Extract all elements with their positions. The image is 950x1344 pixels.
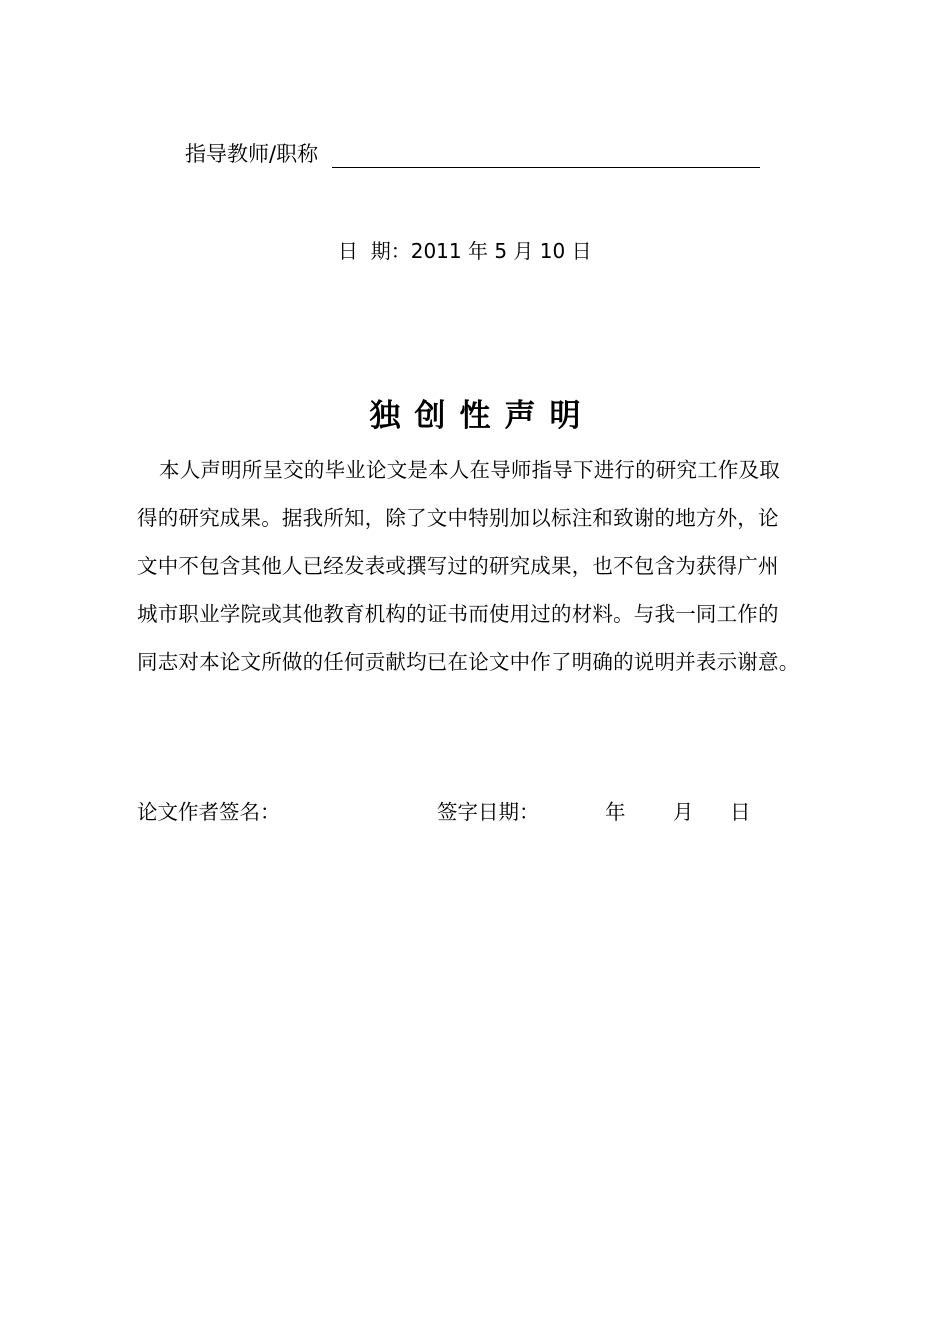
declaration-line: 文中不包含其他人已经发表或撰写过的研究成果，也不包含为获得广州 (137, 554, 779, 578)
year-label: 年 (605, 800, 626, 824)
day-label: 日 (730, 800, 751, 824)
signature-date-label: 签字日期： (437, 800, 540, 824)
declaration-body (137, 446, 847, 686)
declaration-title: 独创性声明 (369, 398, 595, 434)
date-line: 日 期：2011 年 5 月 10 日 (338, 239, 592, 263)
declaration-line: 同志对本论文所做的任何贡献均已在论文中作了明确的说明并表示谢意。 (137, 650, 800, 674)
month-label: 月 (673, 800, 694, 824)
declaration-line: 城市职业学院或其他教育机构的证书而使用过的材料。与我一同工作的 (137, 602, 779, 626)
advisor-label: 指导教师/职称 (185, 142, 319, 166)
author-signature-label: 论文作者签名： (137, 800, 281, 824)
declaration-line: 本人声明所呈交的毕业论文是本人在导师指导下进行的研究工作及取 (159, 458, 780, 482)
declaration-line: 得的研究成果。据我所知，除了文中特别加以标注和致谢的地方外，论 (137, 506, 779, 530)
advisor-row (185, 136, 760, 168)
advisor-blank-line (332, 145, 760, 168)
